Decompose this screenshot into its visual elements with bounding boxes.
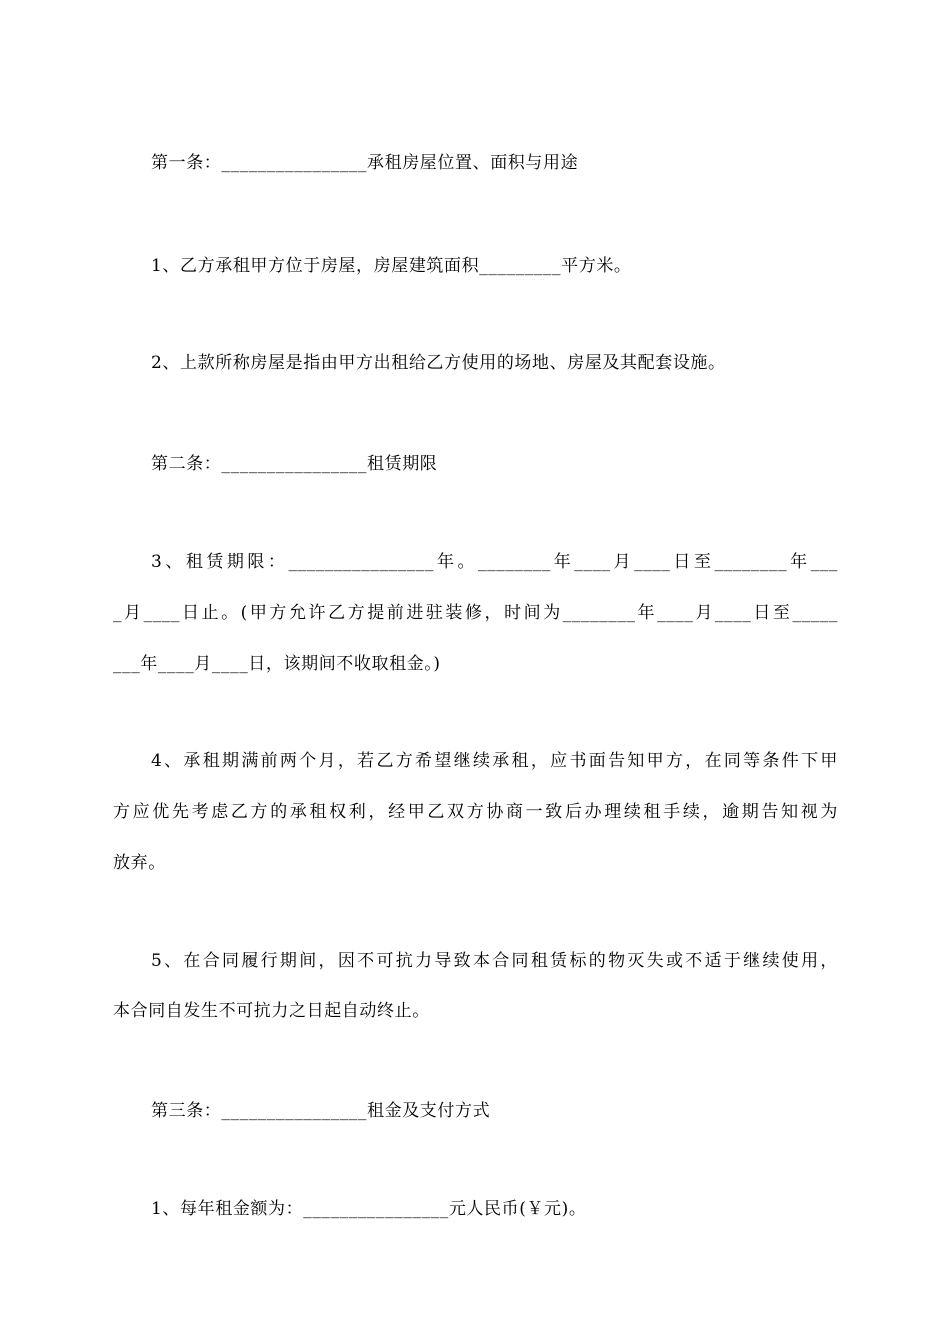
clause-1-1: 1、乙方承租甲方位于房屋，房屋建筑面积_________平方米。 (151, 256, 632, 276)
clause-3-line-2: _月____日止。(甲方允许乙方提前进驻装修，时间为________年____月____日至_____ (113, 603, 838, 623)
clause-3-line-1: 3、租赁期限：________________年。________年____月____日至________年___ (151, 552, 838, 572)
article-2-heading: 第二条：________________租赁期限 (151, 454, 438, 474)
clause-4-line-3: 放弃。 (113, 853, 166, 873)
clause-4-line-1: 4、承租期满前两个月，若乙方希望继续承租，应书面告知甲方，在同等条件下甲 (151, 751, 838, 771)
clause-5-line-2: 本合同自发生不可抗力之日起自动终止。 (113, 1001, 430, 1021)
clause-3-1: 1、每年租金额为：________________元人民币(￥元)。 (151, 1199, 587, 1219)
article-3-heading: 第三条：________________租金及支付方式 (151, 1101, 491, 1121)
clause-5-line-1: 5、在合同履行期间，因不可抗力导致本合同租赁标的物灭失或不适于继续使用， (151, 951, 838, 971)
article-1-heading: 第一条：________________承租房屋位置、面积与用途 (151, 153, 579, 173)
clause-3-line-3: ___年____月____日，该期间不收取租金。) (113, 654, 441, 674)
clause-4-line-2: 方应优先考虑乙方的承租权利，经甲乙双方协商一致后办理续租手续，逾期告知视为 (113, 802, 838, 822)
clause-1-2: 2、上款所称房屋是指由甲方出租给乙方使用的场地、房屋及其配套设施。 (151, 353, 726, 373)
